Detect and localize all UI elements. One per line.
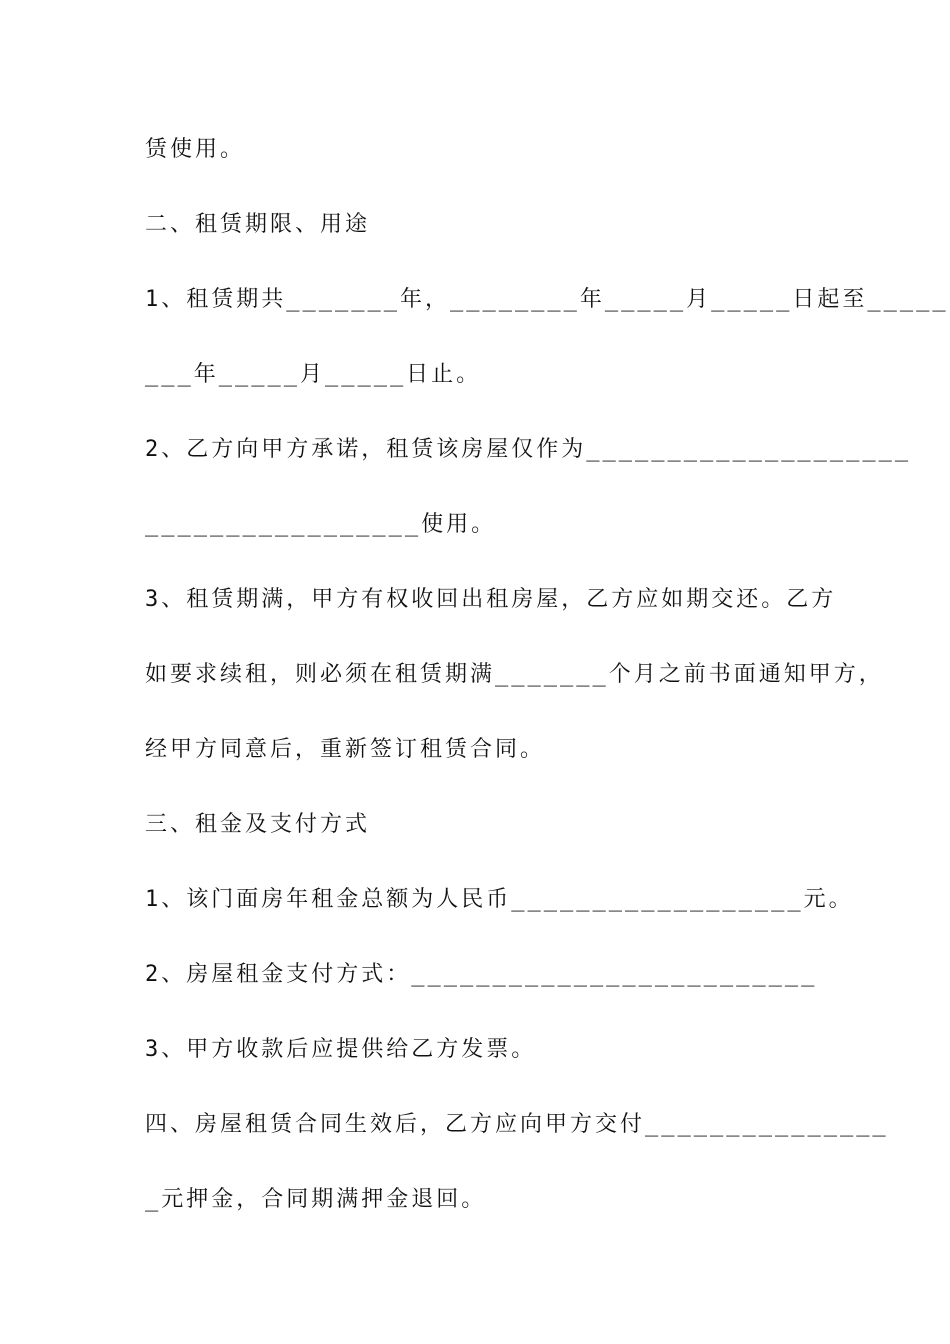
section-deposit: 四、房屋租赁合同生效后，乙方应向甲方交付_______________: [145, 1112, 889, 1137]
section-heading-rent-payment: 三、租金及支付方式: [145, 812, 371, 837]
clause-usage-blank: _________________使用。: [145, 512, 497, 537]
clause-renewal-notice: 如要求续租，则必须在租赁期满_______个月之前书面通知甲方，: [145, 662, 884, 687]
clause-payment-method: 2、房屋租金支付方式：_________________________: [145, 962, 818, 987]
clause-annual-rent: 1、该门面房年租金总额为人民币__________________元。: [145, 887, 854, 912]
clause-lease-period: 1、租赁期共_______年，________年_____月_____日起至_____: [145, 287, 949, 312]
clause-usage-promise: 2、乙方向甲方承诺，租赁该房屋仅作为____________________: [145, 437, 912, 462]
clause-renewal-agreement: 经甲方同意后，重新签订租赁合同。: [145, 737, 546, 762]
text-line-continuation: 赁使用。: [145, 137, 246, 162]
clause-expiry-return: 3、租赁期满，甲方有权收回出租房屋，乙方应如期交还。乙方: [145, 587, 837, 612]
section-heading-lease-term: 二、租赁期限、用途: [145, 212, 371, 237]
clause-deposit-refund: _元押金，合同期满押金退回。: [145, 1187, 487, 1212]
clause-lease-period-end: ___年_____月_____日止。: [145, 362, 482, 387]
clause-invoice: 3、甲方收款后应提供给乙方发票。: [145, 1037, 537, 1062]
